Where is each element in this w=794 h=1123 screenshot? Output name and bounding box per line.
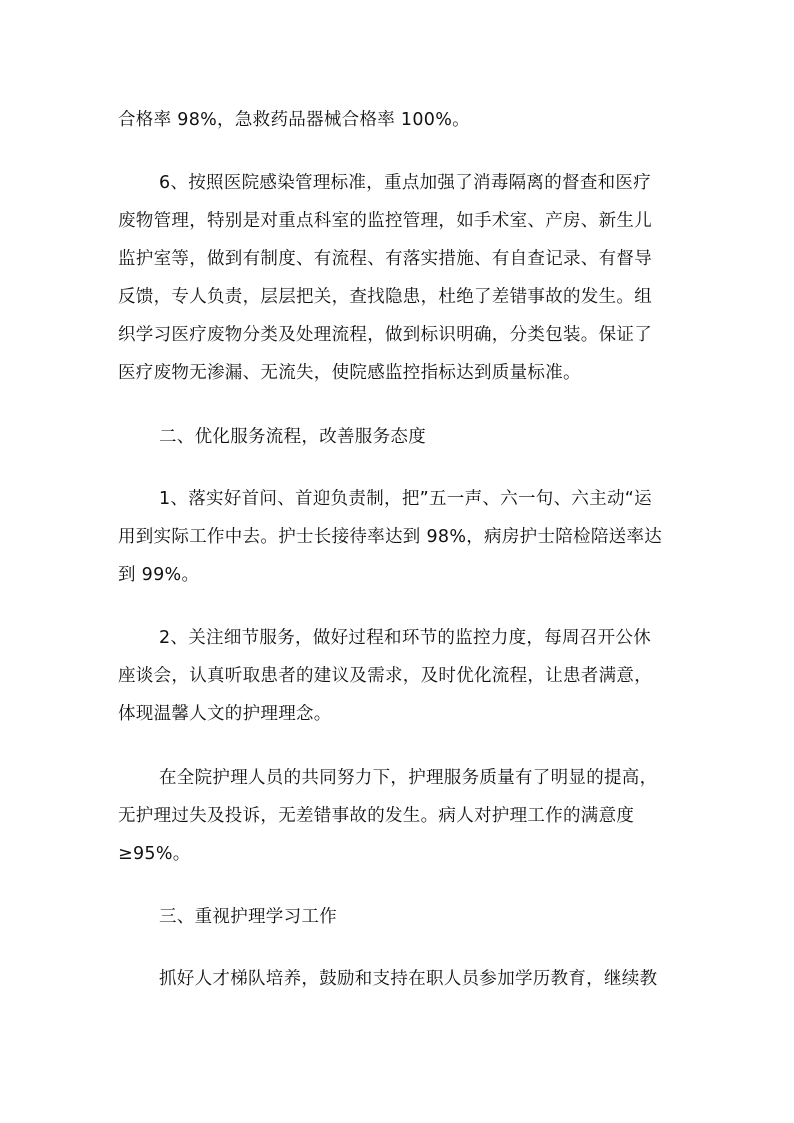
summary-line-1: 在全院护理人员的共同努力下，护理服务质量有了明显的提高， bbox=[159, 768, 658, 788]
item-6-line-1: 6、按照医院感染管理标准，重点加强了消毒隔离的督查和医疗 bbox=[159, 173, 652, 193]
section2-item2-line-3: 体现温馨人文的护理理念。 bbox=[118, 704, 332, 724]
item-6-line-6: 医疗废物无渗漏、无流失，使院感监控指标达到质量标准。 bbox=[118, 363, 581, 383]
text-line-continuation: 合格率 98%，急救药品器械合格率 100%。 bbox=[118, 110, 470, 130]
item-6-line-5: 织学习医疗废物分类及处理流程，做到标识明确，分类包装。保证了 bbox=[118, 325, 652, 345]
item-6-line-3: 监护室等，做到有制度、有流程、有落实措施、有自查记录、有督导 bbox=[118, 249, 652, 269]
section2-item1-line-2: 用到实际工作中去。护士长接待率达到 98%，病房护士陪检陪送率达 bbox=[118, 527, 663, 547]
section2-item1-line-1: 1、落实好首问、首迎负责制，把”五一声、六一句、六主动“运 bbox=[159, 489, 652, 509]
section2-item2-line-2: 座谈会，认真听取患者的建议及需求，及时优化流程，让患者满意， bbox=[118, 666, 652, 686]
summary-line-2: 无护理过失及投诉，无差错事故的发生。病人对护理工作的满意度 bbox=[118, 806, 635, 826]
section2-item2-line-1: 2、关注细节服务，做好过程和环节的监控力度，每周召开公休 bbox=[159, 628, 652, 648]
section-heading-3: 三、重视护理学习工作 bbox=[159, 907, 337, 927]
summary-line-3: ≥95%。 bbox=[118, 844, 191, 864]
section3-line-1: 抓好人才梯队培养，鼓励和支持在职人员参加学历教育，继续教 bbox=[159, 969, 658, 989]
section-heading-2: 二、优化服务流程，改善服务态度 bbox=[159, 427, 426, 447]
section2-item1-line-3: 到 99%。 bbox=[118, 565, 200, 585]
item-6-line-4: 反馈，专人负责，层层把关，查找隐患，杜绝了差错事故的发生。组 bbox=[118, 287, 652, 307]
item-6-line-2: 废物管理，特别是对重点科室的监控管理，如手术室、产房、新生儿 bbox=[118, 211, 652, 231]
